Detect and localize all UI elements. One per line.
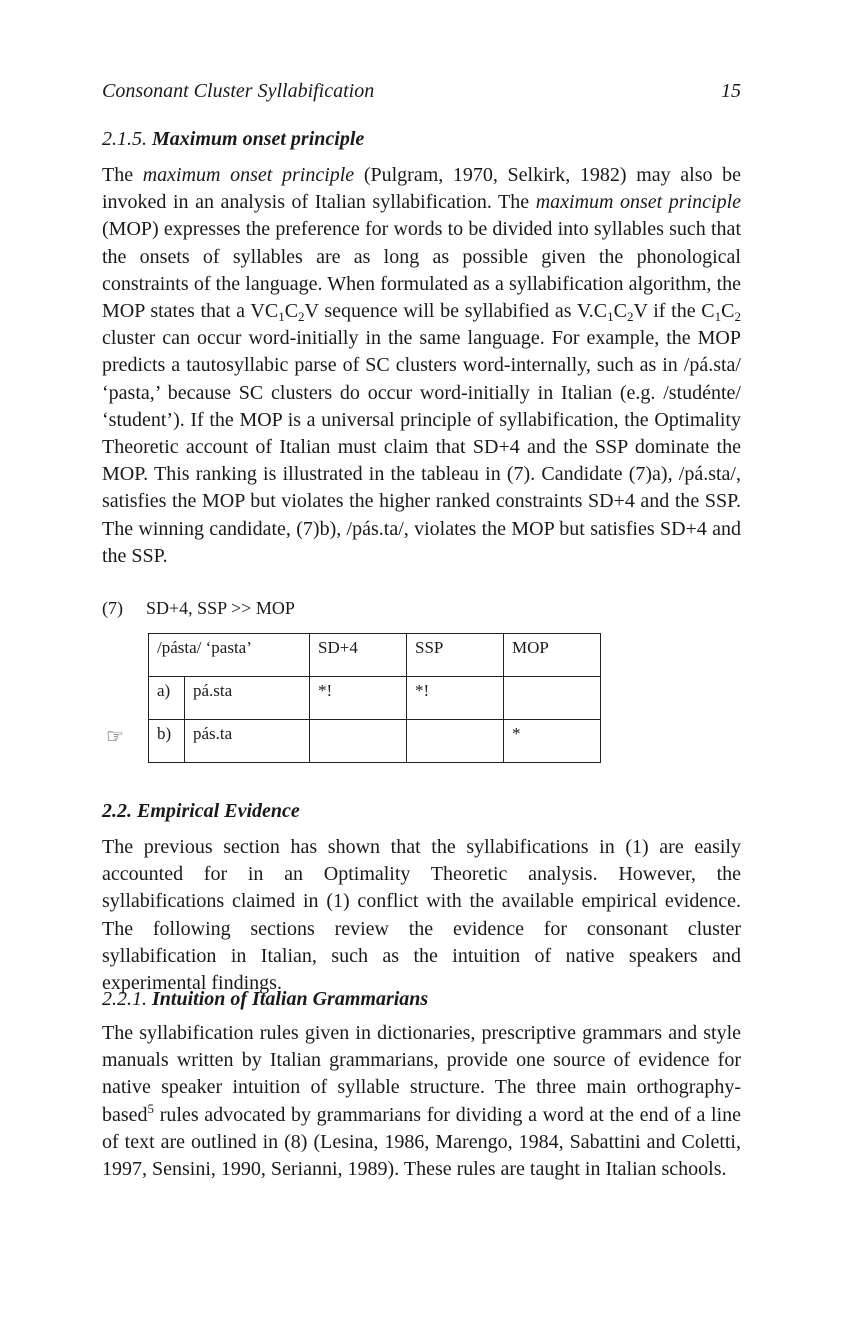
paragraph-italian-grammarians [102,1020,741,1183]
constraint-header: SSP [407,634,504,677]
section-title: Intuition of Italian Grammarians [152,988,429,1010]
running-title: Consonant Cluster Syllabification [102,80,375,102]
violation-cell [504,677,601,720]
text-run: (Pulgram, 1970, Selkirk, 1982) may also be invoked in an analysis of Italian syllabification. The [102,164,742,214]
constraint-ranking: SD+4, SSP >> MOP [146,598,295,618]
section-number: 2.1.5. [102,128,147,150]
violation-cell: *! [310,677,407,720]
text-run: C [284,300,299,323]
running-header [102,80,741,106]
subscript: 2 [734,309,741,325]
candidate-form: pás.ta [185,720,310,763]
violation-cell: * [504,720,601,763]
text-run: The syllabification rules given in dictionaries, prescriptive grammars and style manuals written by Italian grammarians, provide one source of evidence for native speaker intuition of syllable structure. The three main orthography-based [102,1022,741,1126]
term-maximum-onset-principle: maximum onset principle [142,164,355,186]
violation-cell [310,720,407,763]
example-number: (7) [102,598,123,618]
subscript: 2 [298,309,305,325]
paragraph-maximum-onset [102,162,741,570]
tableau-row [149,677,601,720]
pointing-hand-icon: ☞ [106,726,124,748]
candidate-letter: b) [149,720,185,763]
tableau-header-row [149,634,601,677]
subscript: 1 [278,309,285,325]
example-7-label [102,596,295,620]
text-run: C [613,300,627,323]
violation-cell: *! [407,677,504,720]
text-run: cluster can occur word-initially in the same language. For example, the MOP predicts a tautosyllabic parse of SC clusters word-internally, such as in /pá.sta/ ‘pasta,’ because SC clusters do occur word-initially in Italian (e.g. /studénte/ ‘student’). If the MOP is a universal principle of syllabification, the Optimality Theoretic account of Italian must claim that SD+4 and the SSP dominate the MOP. This ranking is illustrated in the tableau in (7). Candidate (7)a), /pá.sta/, satisfies the MOP but violates the higher ranked constraints SD+4 and the SSP. The winning candidate, (7)b), /pás.ta/, violates the MOP but satisfies SD+4 and the SSP. [102,327,741,567]
text-run: rules advocated by grammarians for dividing a word at the end of a line of text are outlined in (8) (Lesina, 1986, Marengo, 1984, Sabattini and Coletti, 1997, Sensini, 1990, Serianni, 1989). These rules are taught in Italian schools. [102,1103,741,1181]
section-title: Maximum onset principle [152,128,365,150]
constraint-header: SD+4 [310,634,407,677]
candidate-form: pá.sta [185,677,310,720]
footnote-marker[interactable]: 5 [147,1100,155,1116]
section-heading-2-1-5 [102,126,364,152]
section-title: Empirical Evidence [137,800,300,822]
text-run: The [102,164,134,186]
subscript: 1 [714,309,722,325]
candidate-letter: a) [149,677,185,720]
text-run: V if the C [633,300,715,323]
tableau-input: /pásta/ ‘pasta’ [149,634,310,677]
paragraph-empirical-evidence: The previous section has shown that the syllabifications in (1) are easily accounted for in an Optimality Theoretic analysis. However, the syllabifications claimed in (1) conflict with the available empirical evidence. The following sections review the evidence for consonant cluster syllabification in Italian, such as the intuition of native speakers and experimental findings. [102,836,741,995]
subscript: 2 [626,309,634,325]
term-maximum-onset-principle: maximum onset principle [535,191,741,214]
text-run: C [721,300,735,323]
ot-tableau [148,633,601,763]
tableau-row [149,720,601,763]
page-number: 15 [721,80,741,102]
section-heading-2-2-1 [102,986,428,1012]
section-number: 2.2. [102,800,132,822]
text-run: (MOP) expresses the preference for words to be divided into syllables such that the onsets of syllables are as long as possible given the phonological constraints of the language. When formulated as a syllabification algorithm, the MOP states that a VC [102,218,741,323]
section-number: 2.2.1. [102,988,147,1010]
section-heading-2-2 [102,798,300,824]
subscript: 1 [607,309,614,325]
constraint-header: MOP [504,634,601,677]
text-run: V sequence will be syllabified as V.C [304,300,608,323]
violation-cell [407,720,504,763]
